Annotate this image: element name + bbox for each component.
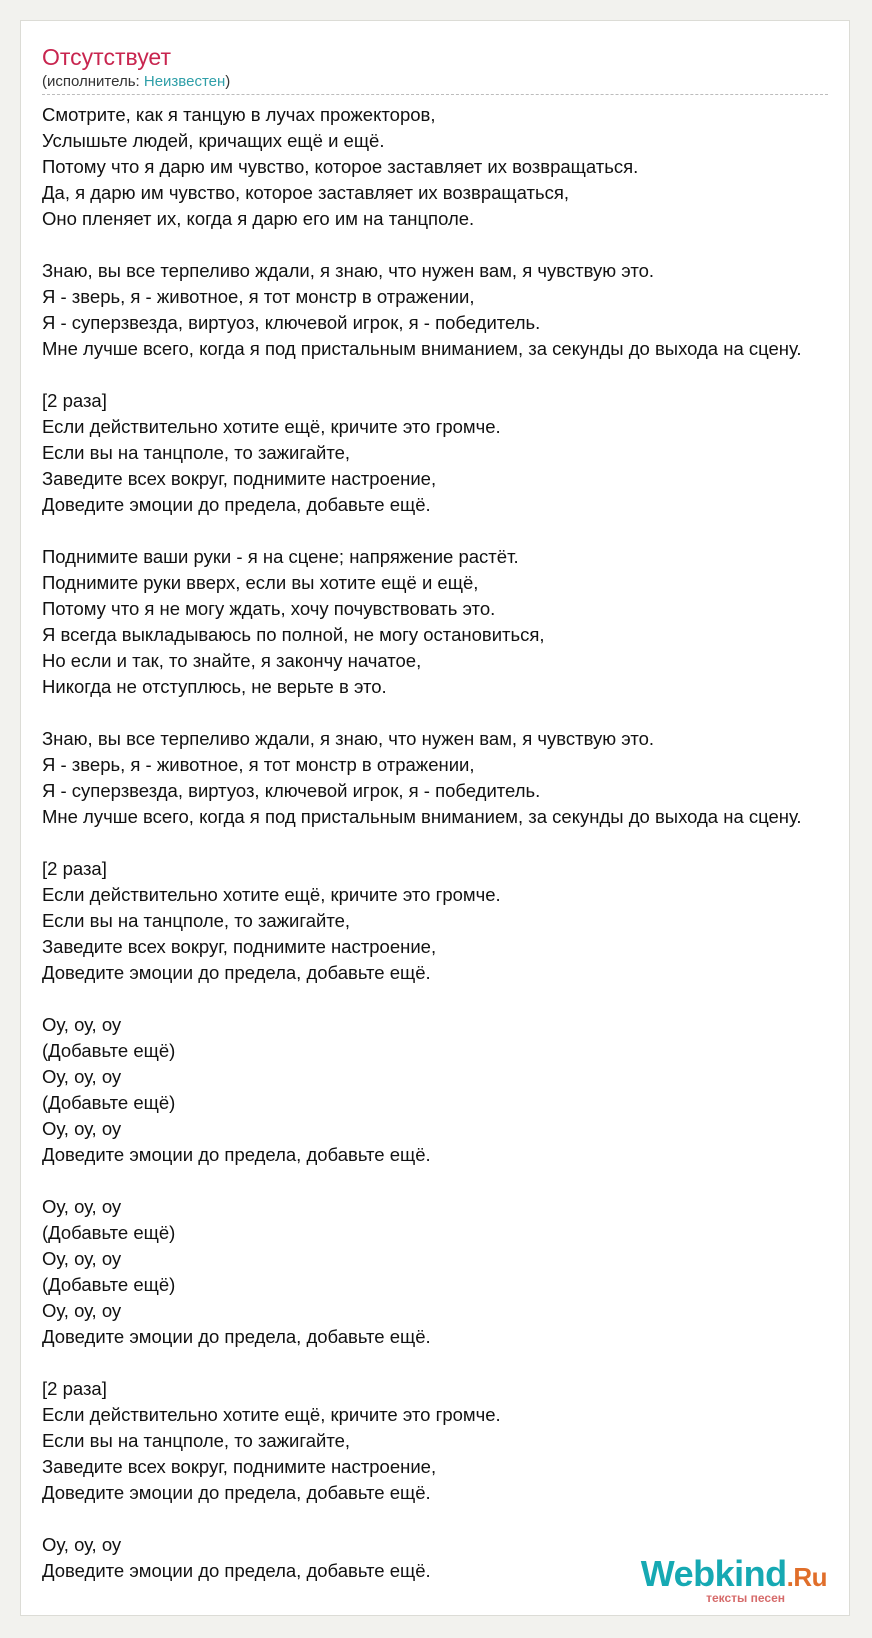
lyric-line: Я всегда выкладываюсь по полной, не могу остановиться, [42, 624, 545, 645]
lyric-line: (Добавьте ещё) [42, 1040, 176, 1061]
logo-wordmark [627, 1555, 827, 1596]
lyrics-stanza [42, 1376, 842, 1506]
lyrics-stanza [42, 1012, 842, 1168]
lyrics-text [42, 102, 842, 1610]
lyric-line: Смотрите, как я танцую в лучах прожекторов, [42, 104, 436, 125]
logo-main-text: Webkind [640, 1553, 787, 1594]
lyrics-stanza [42, 258, 842, 362]
logo-tld-text: .Ru [786, 1562, 827, 1592]
lyrics-stanza [42, 1194, 842, 1350]
lyric-line: Мне лучше всего, когда я под пристальным вниманием, за секунды до выхода на сцену. [42, 806, 802, 827]
lyric-line: Да, я дарю им чувство, которое заставляет их возвращаться, [42, 182, 570, 203]
site-logo[interactable] [627, 1555, 827, 1605]
lyric-line: Услышьте людей, кричащих ещё и ещё. [42, 130, 385, 151]
lyric-line: Если вы на танцполе, то зажигайте, [42, 442, 351, 463]
lyric-line: Заведите всех вокруг, поднимите настроение, [42, 936, 437, 957]
title-divider [42, 94, 828, 95]
lyrics-stanza [42, 388, 842, 518]
lyrics-stanza [42, 856, 842, 986]
lyric-line: Доведите эмоции до предела, добавьте ещё. [42, 1560, 431, 1581]
lyric-line: Я - суперзвезда, виртуоз, ключевой игрок, я - победитель. [42, 312, 541, 333]
lyric-line: Я - зверь, я - животное, я тот монстр в отражении, [42, 286, 475, 307]
lyric-line: Если вы на танцполе, то зажигайте, [42, 1430, 351, 1451]
lyric-line: Знаю, вы все терпеливо ждали, я знаю, что нужен вам, я чувствую это. [42, 728, 655, 749]
lyric-line: Оу, оу, оу [42, 1014, 122, 1035]
lyric-line: Доведите эмоции до предела, добавьте ещё. [42, 1326, 431, 1347]
lyric-line: Оно пленяет их, когда я дарю его им на танцполе. [42, 208, 475, 229]
lyric-line: Доведите эмоции до предела, добавьте ещё. [42, 962, 431, 983]
lyric-line: Потому что я дарю им чувство, которое заставляет их возвращаться. [42, 156, 639, 177]
lyric-line: Доведите эмоции до предела, добавьте ещё. [42, 494, 431, 515]
artist-line [42, 73, 230, 91]
lyric-line: Мне лучше всего, когда я под пристальным вниманием, за секунды до выхода на сцену. [42, 338, 802, 359]
lyric-line: Я - зверь, я - животное, я тот монстр в отражении, [42, 754, 475, 775]
lyric-line: Поднимите руки вверх, если вы хотите ещё и ещё, [42, 572, 479, 593]
lyrics-stanza [42, 726, 842, 830]
lyric-line: (Добавьте ещё) [42, 1092, 176, 1113]
artist-suffix: ) [225, 73, 231, 90]
lyrics-stanza [42, 102, 842, 232]
lyrics-stanza [42, 544, 842, 700]
lyric-line: Оу, оу, оу [42, 1196, 122, 1217]
lyric-line: Доведите эмоции до предела, добавьте ещё. [42, 1482, 431, 1503]
lyric-line: Если вы на танцполе, то зажигайте, [42, 910, 351, 931]
lyric-line: Если действительно хотите ещё, кричите это громче. [42, 416, 501, 437]
lyric-line: Оу, оу, оу [42, 1300, 122, 1321]
lyric-line: Я - суперзвезда, виртуоз, ключевой игрок, я - победитель. [42, 780, 541, 801]
lyric-line: Заведите всех вокруг, поднимите настроение, [42, 1456, 437, 1477]
lyric-line: (Добавьте ещё) [42, 1222, 176, 1243]
artist-link[interactable]: Неизвестен [143, 73, 226, 90]
logo-subtitle: тексты песен [706, 1591, 785, 1605]
lyric-line: Поднимите ваши руки - я на сцене; напряжение растёт. [42, 546, 519, 567]
lyric-line: Если действительно хотите ещё, кричите это громче. [42, 884, 501, 905]
lyric-line: Доведите эмоции до предела, добавьте ещё. [42, 1144, 431, 1165]
lyric-line: [2 раза] [42, 858, 107, 879]
lyric-line: Но если и так, то знайте, я закончу начатое, [42, 650, 422, 671]
lyric-line: Если действительно хотите ещё, кричите это громче. [42, 1404, 501, 1425]
lyric-line: (Добавьте ещё) [42, 1274, 176, 1295]
lyric-line: Оу, оу, оу [42, 1118, 122, 1139]
lyric-line: Оу, оу, оу [42, 1534, 122, 1555]
song-title: Отсутствует [42, 44, 171, 70]
lyric-line: Заведите всех вокруг, поднимите настроение, [42, 468, 437, 489]
lyric-line: Оу, оу, оу [42, 1248, 122, 1269]
lyric-line: [2 раза] [42, 390, 107, 411]
lyric-line: Оу, оу, оу [42, 1066, 122, 1087]
lyric-line: Потому что я не могу ждать, хочу почувствовать это. [42, 598, 496, 619]
lyric-line: Знаю, вы все терпеливо ждали, я знаю, что нужен вам, я чувствую это. [42, 260, 655, 281]
artist-prefix: (исполнитель: [42, 73, 144, 90]
lyric-line: [2 раза] [42, 1378, 107, 1399]
lyrics-card [20, 20, 850, 1616]
lyric-line: Никогда не отступлюсь, не верьте в это. [42, 676, 387, 697]
